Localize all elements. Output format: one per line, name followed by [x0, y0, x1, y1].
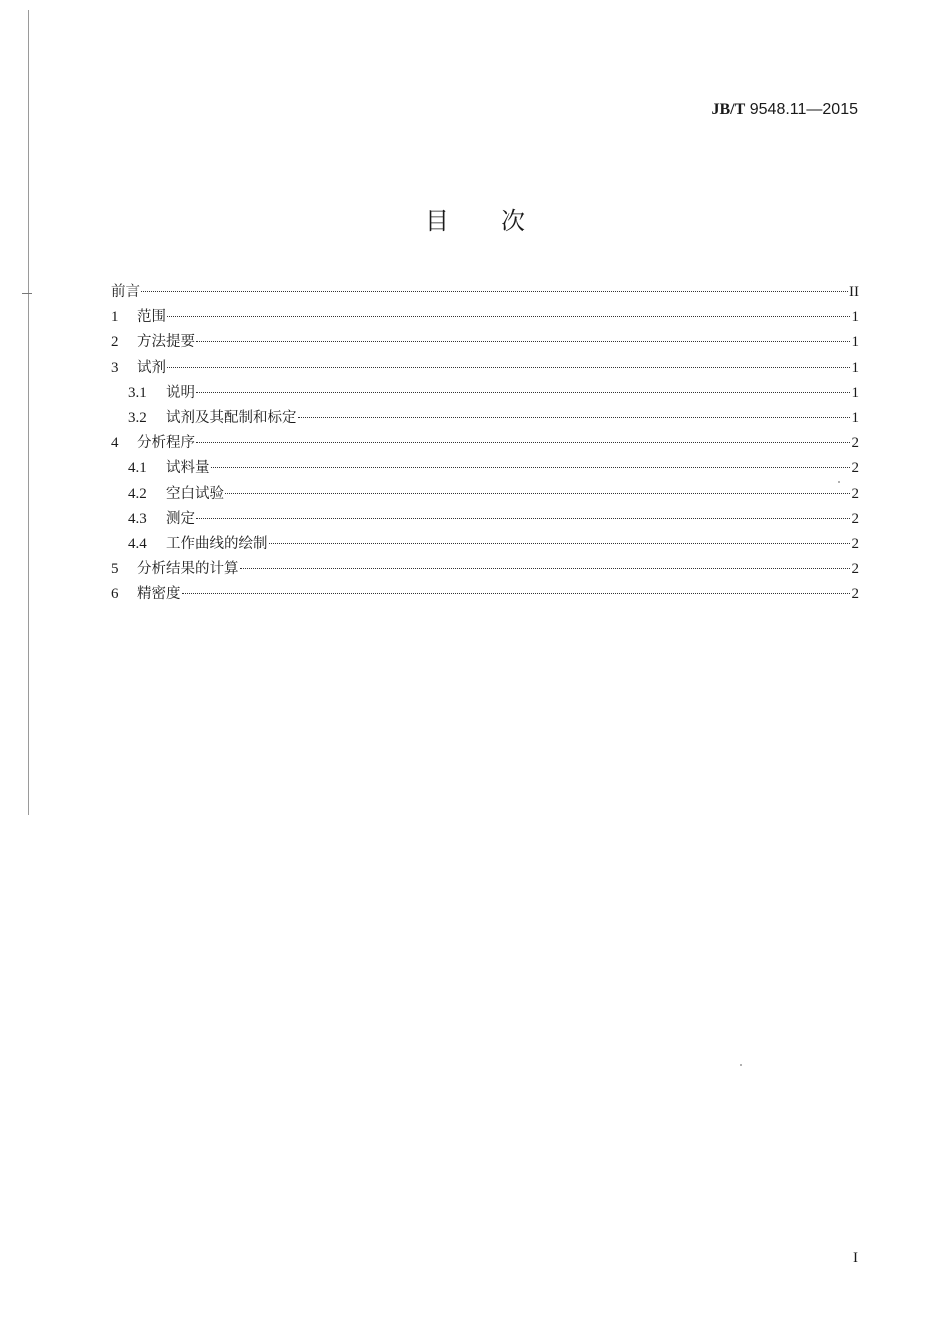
- toc-dot-leader: [196, 442, 850, 443]
- title-char-1: 目: [425, 207, 449, 235]
- toc-entry-number: 3: [111, 359, 119, 376]
- toc-entry-number: 6: [111, 586, 119, 603]
- toc-entry-page: 1: [851, 359, 859, 376]
- toc-entry-label: 前言: [111, 284, 140, 300]
- toc-entry-page: 2: [851, 435, 859, 452]
- toc-entry-number: 2: [111, 334, 119, 351]
- toc-entry-label: 试剂: [137, 359, 166, 376]
- toc-dot-leader: [211, 467, 851, 468]
- toc-entry-1[interactable]: [111, 305, 859, 330]
- toc-entry-5[interactable]: [111, 557, 859, 582]
- toc-entry-foreword[interactable]: [111, 280, 859, 305]
- standard-number: 9548.11—2015: [749, 101, 858, 118]
- toc-entry-label: 试剂及其配制和标定: [166, 409, 297, 426]
- toc-entry-page: 2: [851, 535, 859, 552]
- toc-entry-page: 1: [851, 309, 859, 326]
- toc-dot-leader: [196, 341, 850, 342]
- toc-entry-4-4[interactable]: [111, 532, 859, 557]
- toc-entry-page: 2: [851, 561, 859, 578]
- toc-dot-leader: [298, 417, 851, 418]
- table-of-contents: [111, 280, 859, 607]
- page-binding-line: [28, 10, 29, 815]
- toc-entry-3[interactable]: [111, 356, 859, 381]
- toc-entry-4-3[interactable]: [111, 507, 859, 532]
- toc-entry-3-2[interactable]: [111, 406, 859, 431]
- toc-entry-number: 4.4: [128, 535, 147, 552]
- title-char-2: 次: [501, 207, 525, 235]
- toc-dot-leader: [167, 367, 850, 368]
- scan-speck: [740, 1064, 742, 1066]
- scan-speck: [838, 481, 840, 483]
- toc-entry-6[interactable]: [111, 582, 859, 607]
- toc-dot-leader: [182, 593, 851, 594]
- toc-entry-3-1[interactable]: [111, 381, 859, 406]
- toc-entry-4[interactable]: [111, 431, 859, 456]
- toc-entry-number: 4.1: [128, 460, 147, 477]
- standard-code: [712, 101, 859, 119]
- toc-entry-page: 2: [851, 586, 859, 603]
- toc-entry-4-1[interactable]: [111, 456, 859, 481]
- toc-dot-leader: [196, 392, 850, 393]
- toc-entry-label: 方法提要: [137, 334, 195, 351]
- toc-entry-number: 4.2: [128, 485, 147, 502]
- toc-entry-label: 范围: [137, 309, 166, 326]
- toc-entry-label: 分析结果的计算: [137, 561, 239, 578]
- toc-dot-leader: [141, 291, 848, 292]
- toc-entry-page: II: [849, 284, 859, 300]
- page-number: I: [853, 1250, 858, 1266]
- toc-entry-page: 2: [851, 460, 859, 477]
- toc-entry-number: 4: [111, 435, 119, 452]
- standard-prefix: JB/T: [711, 101, 746, 118]
- toc-entry-label: 分析程序: [137, 435, 195, 452]
- toc-entry-page: 1: [851, 409, 859, 426]
- toc-entry-page: 1: [851, 384, 859, 401]
- toc-entry-label: 空白试验: [166, 485, 224, 502]
- toc-entry-label: 工作曲线的绘制: [166, 535, 268, 552]
- toc-dot-leader: [240, 568, 851, 569]
- margin-tick-mark: [22, 293, 32, 294]
- toc-dot-leader: [269, 543, 851, 544]
- page-title: [0, 201, 950, 236]
- toc-dot-leader: [196, 518, 850, 519]
- toc-entry-number: 4.3: [128, 510, 147, 527]
- toc-entry-2[interactable]: [111, 330, 859, 355]
- toc-entry-number: 3.2: [128, 409, 147, 426]
- toc-entry-label: 测定: [166, 510, 195, 527]
- toc-entry-label: 精密度: [137, 586, 181, 603]
- toc-entry-page: 2: [851, 485, 859, 502]
- toc-entry-4-2[interactable]: [111, 482, 859, 507]
- toc-dot-leader: [225, 493, 850, 494]
- toc-entry-label: 试料量: [166, 460, 210, 477]
- toc-entry-label: 说明: [166, 384, 195, 401]
- toc-entry-page: 1: [851, 334, 859, 351]
- toc-entry-number: 3.1: [128, 384, 147, 401]
- toc-entry-page: 2: [851, 510, 859, 527]
- toc-entry-number: 1: [111, 309, 119, 326]
- toc-entry-number: 5: [111, 561, 119, 578]
- toc-dot-leader: [167, 316, 850, 317]
